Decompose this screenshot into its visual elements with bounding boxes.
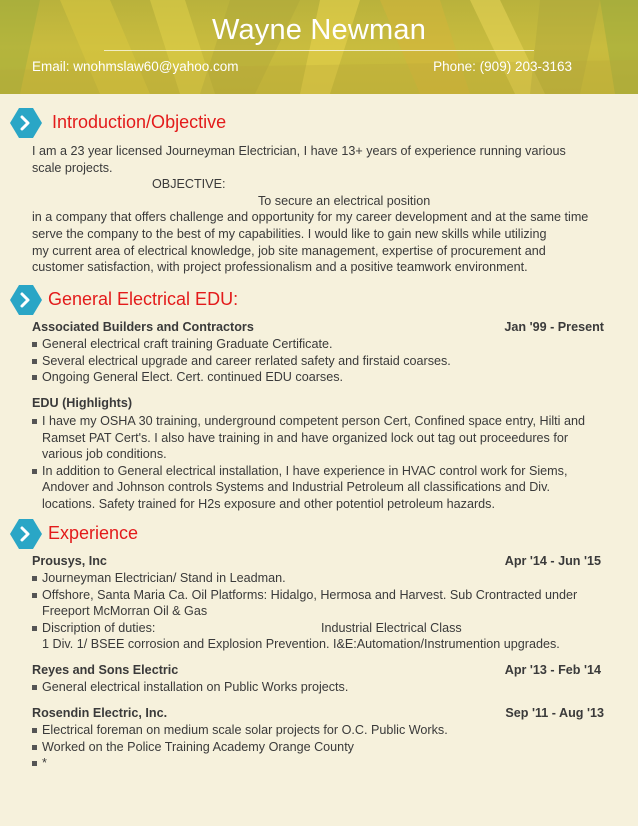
contact-email: Email: wnohmslaw60@yahoo.com bbox=[32, 59, 239, 74]
list-item-line: Freeport McMorran Oil & Gas bbox=[42, 604, 208, 619]
contact-phone: Phone: (909) 203-3163 bbox=[433, 59, 572, 74]
entry-header bbox=[32, 554, 604, 570]
list-item bbox=[32, 620, 604, 653]
header-divider bbox=[104, 50, 534, 51]
list-item-line: I have my OSHA 30 training, underground competent person Cert, Confined space entry, Hilti and bbox=[42, 414, 585, 428]
entry-header bbox=[32, 663, 604, 679]
list-item: Journeyman Electrician/ Stand in Leadman. bbox=[32, 570, 604, 587]
list-item: Several electrical upgrade and career rerlated safety and firstaid coarses. bbox=[32, 353, 604, 370]
entry-header bbox=[32, 320, 604, 336]
header-banner bbox=[0, 0, 638, 94]
section-title-education: General Electrical EDU: bbox=[48, 289, 239, 309]
list-item: Electrical foreman on medium scale solar projects for O.C. Public Works. bbox=[32, 722, 604, 739]
duties-class: Industrial Electrical Class bbox=[321, 620, 462, 635]
list-item-line bbox=[42, 620, 604, 637]
list-item-line: 1 Div. 1/ BSEE corrosion and Explosion Prevention. I&E:Automation/Instrumention upgrades. bbox=[42, 637, 560, 652]
entry-organization: Reyes and Sons Electric bbox=[32, 663, 179, 677]
chevron-right-icon bbox=[10, 285, 42, 315]
list-item-line: Andover and Johnson controls Systems and Industrial Petroleum all classifications and Div. bbox=[42, 480, 550, 495]
entry-bullet-list bbox=[32, 679, 604, 696]
objective-heading: OBJECTIVE: bbox=[152, 177, 226, 192]
entry-header bbox=[32, 396, 604, 412]
entry-date: Apr '13 - Feb '14 bbox=[504, 663, 601, 677]
objective-line: my current area of electrical knowledge, job site management, expertise of procurement and bbox=[32, 243, 546, 258]
list-item-line: In addition to General electrical installation, I have experience in HVAC control work for Siems, bbox=[42, 463, 568, 478]
objective-text bbox=[32, 143, 592, 276]
candidate-name: Wayne Newman bbox=[211, 14, 427, 46]
list-item bbox=[32, 463, 604, 513]
list-item: General electrical installation on Public Works projects. bbox=[32, 679, 604, 696]
chevron-right-icon bbox=[10, 519, 42, 549]
entry-header bbox=[32, 706, 604, 722]
objective-line: I am a 23 year licensed Journeyman Electrician, I have 13+ years of experience running various bbox=[32, 144, 566, 158]
entry-organization: Rosendin Electric, Inc. bbox=[32, 706, 168, 720]
objective-line: serve the company to the best of my capabilities. I would like to gain new skills while utilizing bbox=[32, 226, 547, 241]
section-title-introduction: Introduction/Objective bbox=[52, 112, 227, 132]
entry-bullet-list bbox=[32, 413, 604, 513]
list-item-line: locations. Safety trained for H2s exposure and other potentiol petroleum hazards. bbox=[42, 496, 495, 511]
list-item-line: Ramset PAT Cert's. I also have training in and have organized lock out tag out proceedures for bbox=[42, 430, 569, 445]
entry-bullet-list bbox=[32, 570, 604, 653]
objective-line: customer satisfaction, with project professionalism and a positive teamwork environment. bbox=[32, 260, 528, 275]
list-item-line: Offshore, Santa Maria Ca. Oil Platforms: Hidalgo, Hermosa and Harvest. Sub Crontracted under bbox=[42, 587, 578, 602]
list-item-line: various job conditions. bbox=[42, 447, 167, 462]
entry-bullet-list bbox=[32, 336, 604, 386]
chevron-right-icon bbox=[10, 108, 42, 138]
list-item: Ongoing General Elect. Cert. continued EDU coarses. bbox=[32, 369, 604, 386]
list-item: * bbox=[32, 755, 604, 772]
list-item bbox=[32, 587, 604, 620]
duties-label: Discription of duties: bbox=[42, 620, 156, 635]
entry-organization: Prousys, Inc bbox=[32, 554, 107, 568]
list-item: General electrical craft training Graduate Certificate. bbox=[32, 336, 604, 353]
objective-line: in a company that offers challenge and opportunity for my career development and at the same time bbox=[32, 210, 589, 225]
entry-date: Apr '14 - Jun '15 bbox=[504, 554, 601, 568]
objective-line: scale projects. bbox=[32, 160, 113, 175]
entry-organization: EDU (Highlights) bbox=[32, 396, 133, 410]
entry-date: Sep '11 - Aug '13 bbox=[505, 706, 604, 720]
list-item: Worked on the Police Training Academy Orange County bbox=[32, 739, 604, 756]
objective-line: To secure an electrical position bbox=[258, 193, 431, 208]
list-item bbox=[32, 413, 604, 463]
entry-organization: Associated Builders and Contractors bbox=[32, 320, 254, 334]
entry-date: Jan '99 - Present bbox=[504, 320, 604, 334]
entry-bullet-list bbox=[32, 722, 604, 772]
section-title-experience: Experience bbox=[48, 523, 139, 543]
